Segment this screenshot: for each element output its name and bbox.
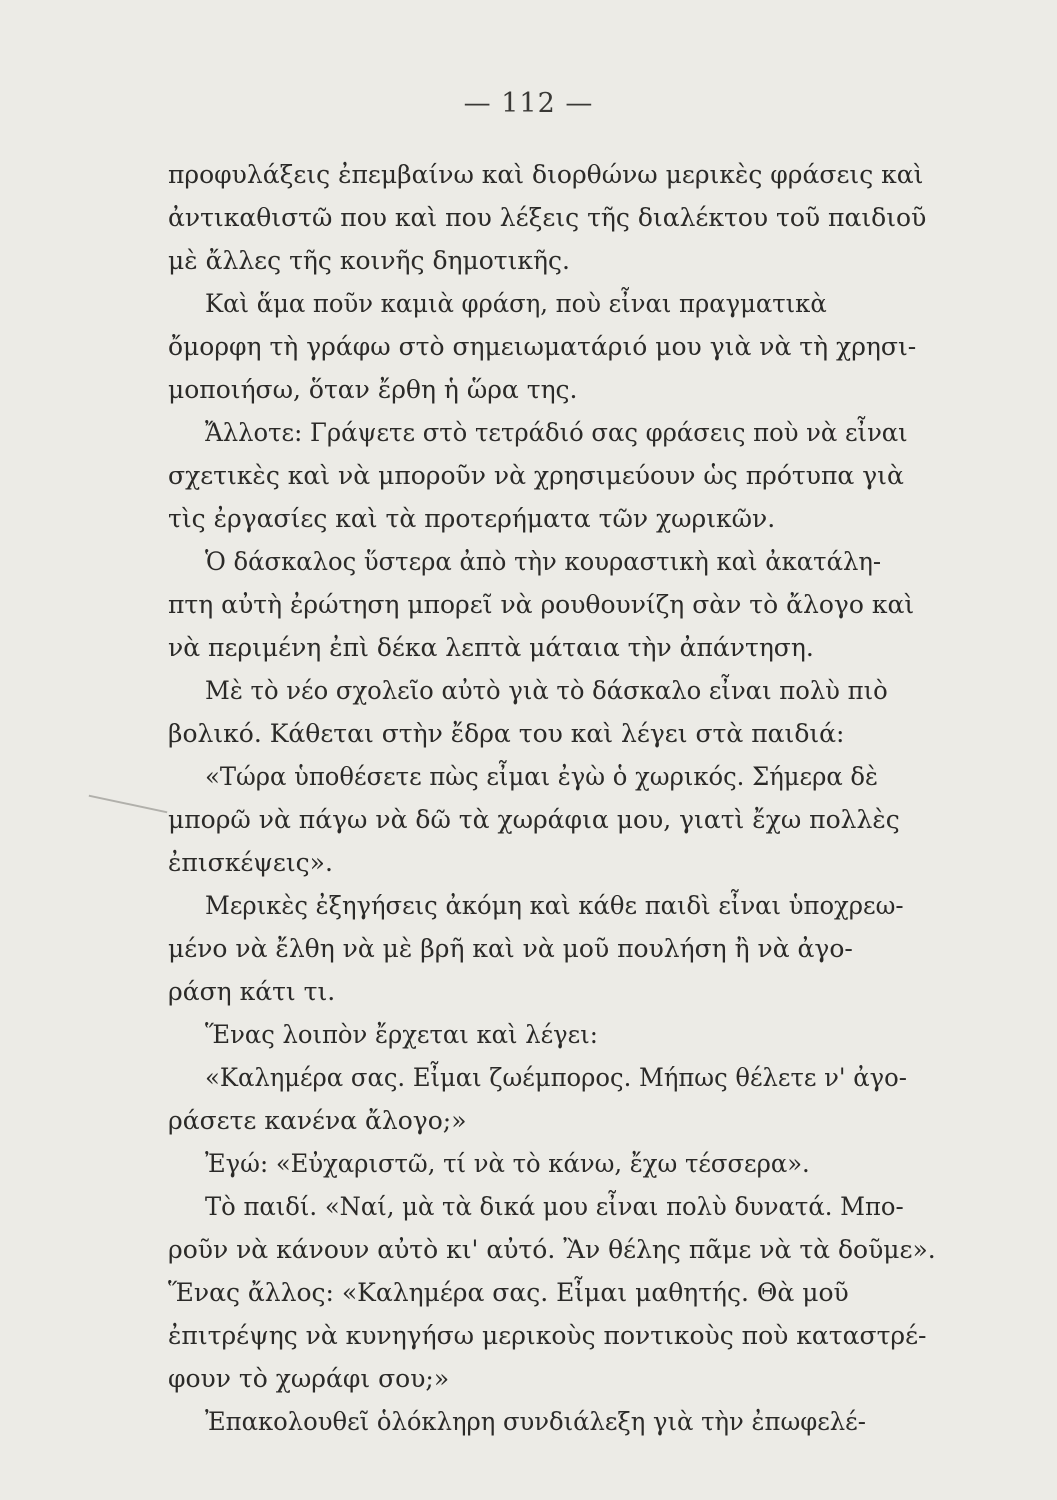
text-line: μὲ ἄλλες τῆς κοινῆς δημοτικῆς. [168, 246, 570, 275]
text-line: «Τώρα ὑποθέσετε πὼς εἶμαι ἐγὼ ὁ χωρικός. Σήμερα δὲ [205, 762, 879, 791]
text-line: ἐπισκέψεις». [168, 848, 333, 877]
text-line: Ἐπακολουθεῖ ὁλόκληρη συνδιάλεξη γιὰ τὴν ἐπωφελέ- [205, 1407, 866, 1436]
text-line: μπορῶ νὰ πάγω νὰ δῶ τὰ χωράφια μου, γιατὶ ἔχω πολλὲς [168, 805, 900, 834]
text-line: Μερικὲς ἐξηγήσεις ἀκόμη καὶ κάθε παιδὶ εἶναι ὑποχρεω- [205, 891, 904, 920]
text-line: μοποιήσω, ὅταν ἔρθη ἡ ὥρα της. [168, 375, 578, 404]
text-line: Ἕνας λοιπὸν ἔρχεται καὶ λέγει: [205, 1020, 598, 1049]
text-line: Ἕνας ἄλλος: «Καλημέρα σας. Εἶμαι μαθητής. Θὰ μοῦ [168, 1278, 849, 1307]
pencil-mark [89, 795, 168, 814]
text-line: ράση κάτι τι. [168, 977, 336, 1006]
text-line: σχετικὲς καὶ νὰ μποροῦν νὰ χρησιμεύουν ὡς πρότυπα γιὰ [168, 461, 904, 490]
text-line: μένο νὰ ἔλθη νὰ μὲ βρῆ καὶ νὰ μοῦ πουλήση ἢ νὰ ἀγο- [168, 934, 853, 963]
text-line: Ὁ δάσκαλος ὕστερα ἀπὸ τὴν κουραστικὴ καὶ ἀκατάλη- [205, 547, 882, 576]
text-line: Καὶ ἅμα ποῦν καμιὰ φράση, ποὺ εἶναι πραγματικὰ [205, 289, 827, 318]
text-line: Ἄλλοτε: Γράψετε στὸ τετράδιό σας φράσεις ποὺ νὰ εἶναι [205, 418, 908, 447]
text-line: φουν τὸ χωράφι σου;» [168, 1364, 450, 1393]
text-line: ἐπιτρέψης νὰ κυνηγήσω μερικοὺς ποντικοὺς ποὺ καταστρέ- [168, 1321, 927, 1350]
text-line: ὄμορφη τὴ γράφω στὸ σημειωματάριό μου γιὰ νὰ τὴ χρησι- [168, 332, 917, 361]
text-line: Ἐγώ: «Εὐχαριστῶ, τί νὰ τὸ κάνω, ἔχω τέσσερα». [205, 1149, 810, 1178]
page-number: — 112 — [463, 88, 594, 119]
text-line: πτη αὐτὴ ἐρώτηση μπορεῖ νὰ ρουθουνίζη σὰν τὸ ἄλογο καὶ [168, 590, 915, 619]
text-line: βολικό. Κάθεται στὴν ἔδρα του καὶ λέγει στὰ παιδιά: [168, 719, 845, 748]
text-line: ἀντικαθιστῶ που καὶ που λέξεις τῆς διαλέκτου τοῦ παιδιοῦ [168, 203, 927, 232]
text-line: τὶς ἐργασίες καὶ τὰ προτερήματα τῶν χωρικῶν. [168, 504, 776, 533]
text-line: Μὲ τὸ νέο σχολεῖο αὐτὸ γιὰ τὸ δάσκαλο εἶναι πολὺ πιὸ [205, 676, 888, 705]
text-line: ράσετε κανένα ἄλογο;» [168, 1106, 467, 1135]
text-line: ροῦν νὰ κάνουν αὐτὸ κι' αὐτό. Ἂν θέλης πᾶμε νὰ τὰ δοῦμε». [168, 1235, 936, 1264]
text-line: «Καλημέρα σας. Εἶμαι ζωέμπορος. Μήπως θέλετε ν' ἀγο- [205, 1063, 907, 1092]
text-line: Τὸ παιδί. «Ναί, μὰ τὰ δικά μου εἶναι πολὺ δυνατά. Μπο- [205, 1192, 904, 1221]
text-line: νὰ περιμένη ἐπὶ δέκα λεπτὰ μάταια τὴν ἀπάντηση. [168, 633, 814, 662]
text-line: προφυλάξεις ἐπεμβαίνω καὶ διορθώνω μερικὲς φράσεις καὶ [168, 160, 924, 189]
